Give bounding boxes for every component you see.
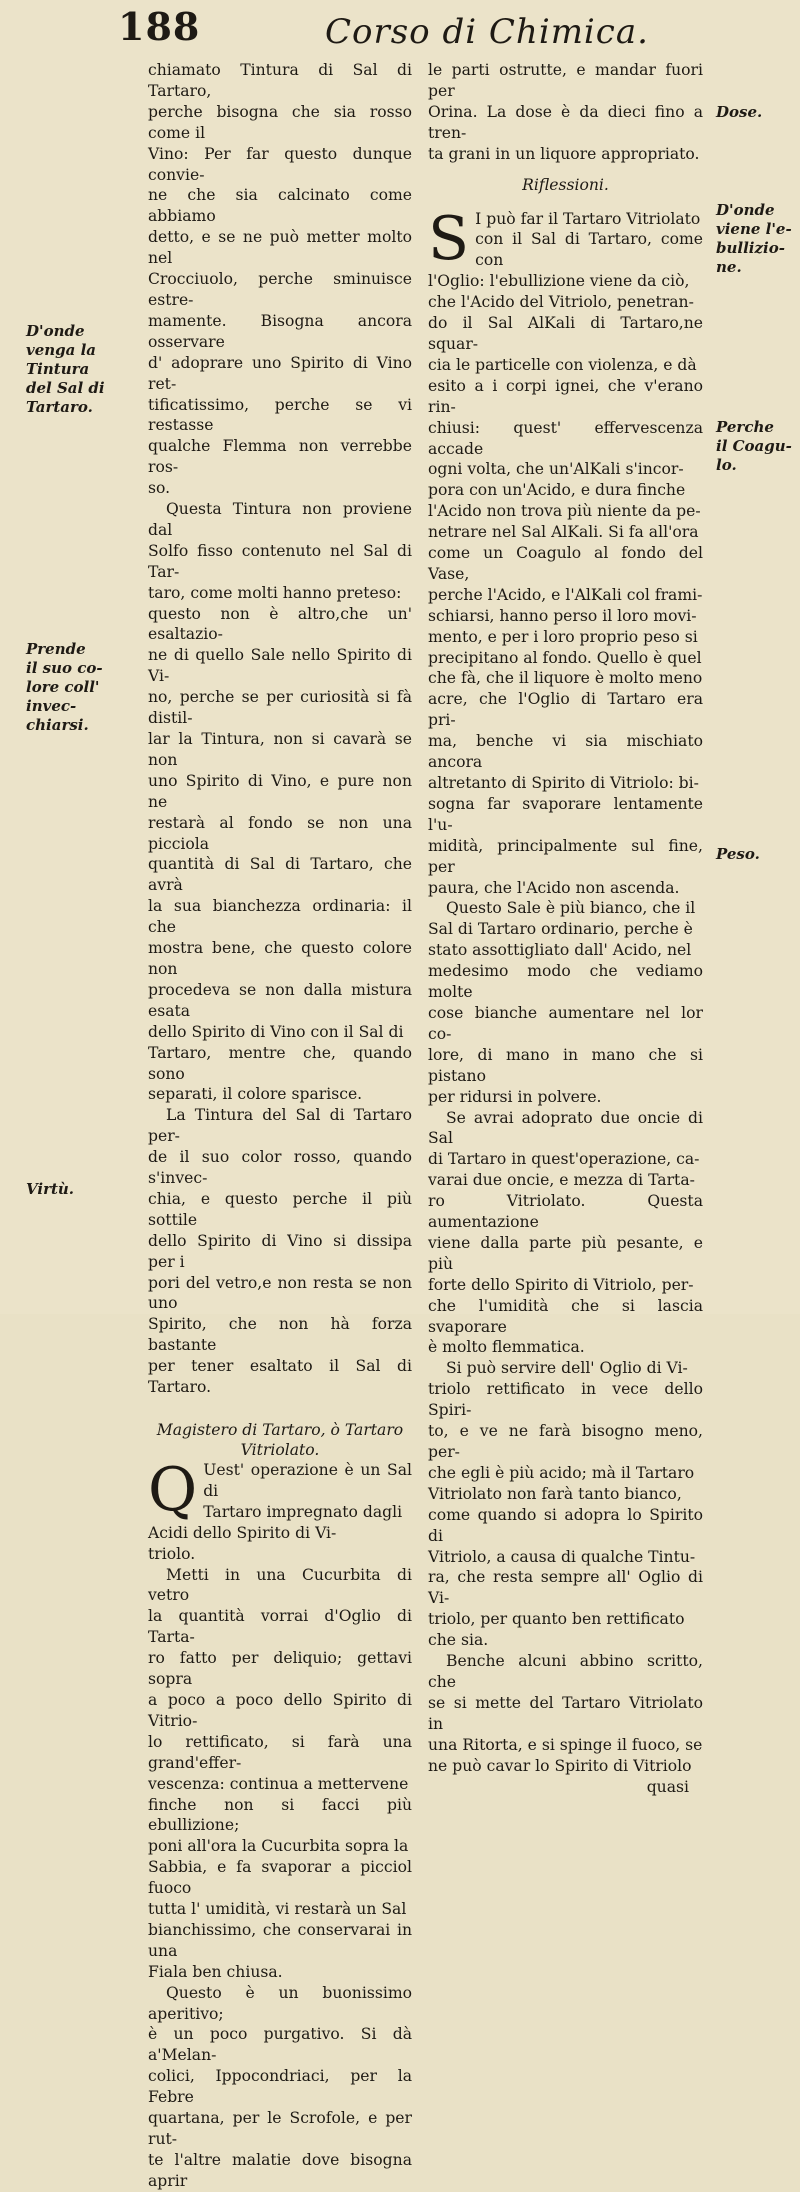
margin-note: Virtù. [26,1180,75,1198]
drop-cap: S [428,203,470,274]
catchword: quasi [646,1777,689,1796]
margin-note: D'onde venga la Tintura del Sal di Tartaro. [26,322,105,416]
paragraph: La Tintura del Sal di Tartaro per- de il suo color rosso, quando s'invec- chia, e questo perche il più sottile dello Spirito di Vino si dissipa per i pori del vetro,e non resta se non uno Spirito, che non hà forza bastante per tener esaltato il Sal di Tartaro. [148,1106,412,1397]
paragraph-with-dropcap [148,1455,412,1565]
margin-note: D'onde viene l'e- bullizio- ne. [716,201,792,276]
paragraph: Questa Tintura non proviene dal Solfo fisso contenuto nel Sal di Tar- taro, come molti hanno preteso: questo non è altro,che un' esaltazio- ne di quello Sale nello Spirito di Vi- no, perche se per curiosità si fà distil- lar la Tintura, non si cavarà se non uno Spirito di Vino, e pure non ne restarà al fondo se non una picciola quantità di Sal di Tartaro, che avrà la sua bianchezza ordinaria: il che mostra bene, che questo colore non procedeva se non dalla mistura esata dello Spirito di Vino con il Sal di Tartaro, mentre che, quando sono separati, il colore sparisce. [148,500,412,1104]
paragraph-text: Uest' operazione è un Sal di Tartaro impregnato dagli Acidi dello Spirito di Vi- triolo. [148,1461,412,1563]
left-column [148,60,412,2192]
paragraph: Se avrai adoprato due oncie di Sal di Tartaro in quest'operazione, ca- varai due oncie, e mezza di Tarta- ro Vitriolato. Questa aumentazione viene dalla parte più pesante, e più forte dello Spirito di Vitriolo, per- che l'umidità che si lascia svaporare è molto flemmatica. [428,1108,703,1357]
margin-note: Peso. [716,845,760,863]
paragraph: Benche alcuni abbino scritto, che se si mette del Tartaro Vitriolato in una Ritorta, e si spinge il fuoco, se ne può cavar lo Spirito di Vitriolo [428,1652,703,1775]
paragraph: Metti in una Cucurbita di vetro la quantità vorrai d'Oglio di Tarta- ro fatto per deliquio; gettavi sopra a poco a poco dello Spirito di Vitrio- lo rettificato, si farà una grand'effer- vescenza: continua a mettervene finche non si facci più ebullizione; poni all'ora la Cucurbita sopra la Sabbia, e fa svaporar a picciol fuoco tutta l' umidità, vi restarà un Sal bianchissimo, che conservarai in una Fiala ben chiusa. [148,1565,412,1981]
running-title: Corso di Chimica. [325,12,649,52]
page-number: 188 [118,4,201,49]
paragraph-with-dropcap [428,203,703,899]
paragraph: Questo Sale è più bianco, che il Sal di Tartaro ordinario, perche è stato assottigliato dall' Acido, nel medesimo modo che vediamo molte cose bianche aumentare nel lor co- lore, di mano in mano che si pistano per ridursi in polvere. [428,899,703,1106]
section-title: Riflessioni. [522,175,609,194]
drop-cap: Q [148,1455,198,1525]
paragraph: Questo è un buonissimo aperitivo; è un poco purgativo. Si dà a'Melan- colici, Ippocondriaci, per la Febre quartana, per le Scrofole, e per rut- te l'altre malatie dove bisogna aprir [148,1983,412,2190]
paragraph: Si può servire dell' Oglio di Vi- triolo rettificato in vece dello Spiri- to, e ve ne farà bisogno meno, per- che egli è più acido; mà il Tartaro Vitriolato non farà tanto bianco, come quando si adopra lo Spirito di Vitriolo, a causa di qualche Tintu- ra, che resta sempre all' Oglio di Vi- triolo, per quanto ben rettificato che sia. [428,1359,703,1650]
paragraph: chiamato Tintura di Sal di Tartaro, perche bisogna che sia rosso come il Vino: Per far questo dunque convie- ne che sia calcinato come abbiamo detto, e se ne può metter molto nel Crocciuolo, perche sminuisce estre- mamente. Bisogna ancora osservare d' adoprare uno Spirito di Vino ret- tificatissimo, perche se vi restasse qualche Flemma non verrebbe ros- so. [148,61,412,498]
paragraph: le parti ostrutte, e mandar fuori per Orina. La dose è da dieci fino a tren- ta grani in un liquore appropriato. [428,61,703,163]
right-column [428,60,703,1797]
section-title: Magistero di Tartaro, ò Tartaro Vitriolato. [156,1421,404,1459]
margin-note: Perche il Coagu- lo. [716,418,792,474]
paragraph-text: I può far il Tartaro Vitriolato con il Sal di Tartaro, come con l'Oglio: l'ebullizione viene da ciò, che l'Acido del Vitriolo, penetran- do il Sal AlKali di Tartaro,ne squar- cia le particelle con violenza, e dà esito a i corpi ignei, che v'erano rin- chiusi: quest' effervescenza accade ogni volta, che un'AlKali s'incor- pora con un'Acido, e dura finche l'Acido non trova più niente da pe- netrare nel Sal AlKali. Si fa all'ora come un Coagulo al fondo del Vase, perche l'Acido, e l'AlKali col frami- schiarsi, hanno perso il loro movi- mento, e per i loro proprio peso si precipitano al fondo. Quello è quel che fà, che il liquore è molto meno acre, che l'Oglio di Tartaro era pri- ma, benche vi sia mischiato ancora altretanto di Spirito di Vitriolo: bi- sogna far svaporare lentamente l'u- midità, principalmente sul fine, per paura, che l'Acido non ascenda. [428,209,703,897]
margin-note: Dose. [716,103,763,121]
margin-note: Prende il suo co- lore coll' invec- chiarsi. [26,640,103,734]
